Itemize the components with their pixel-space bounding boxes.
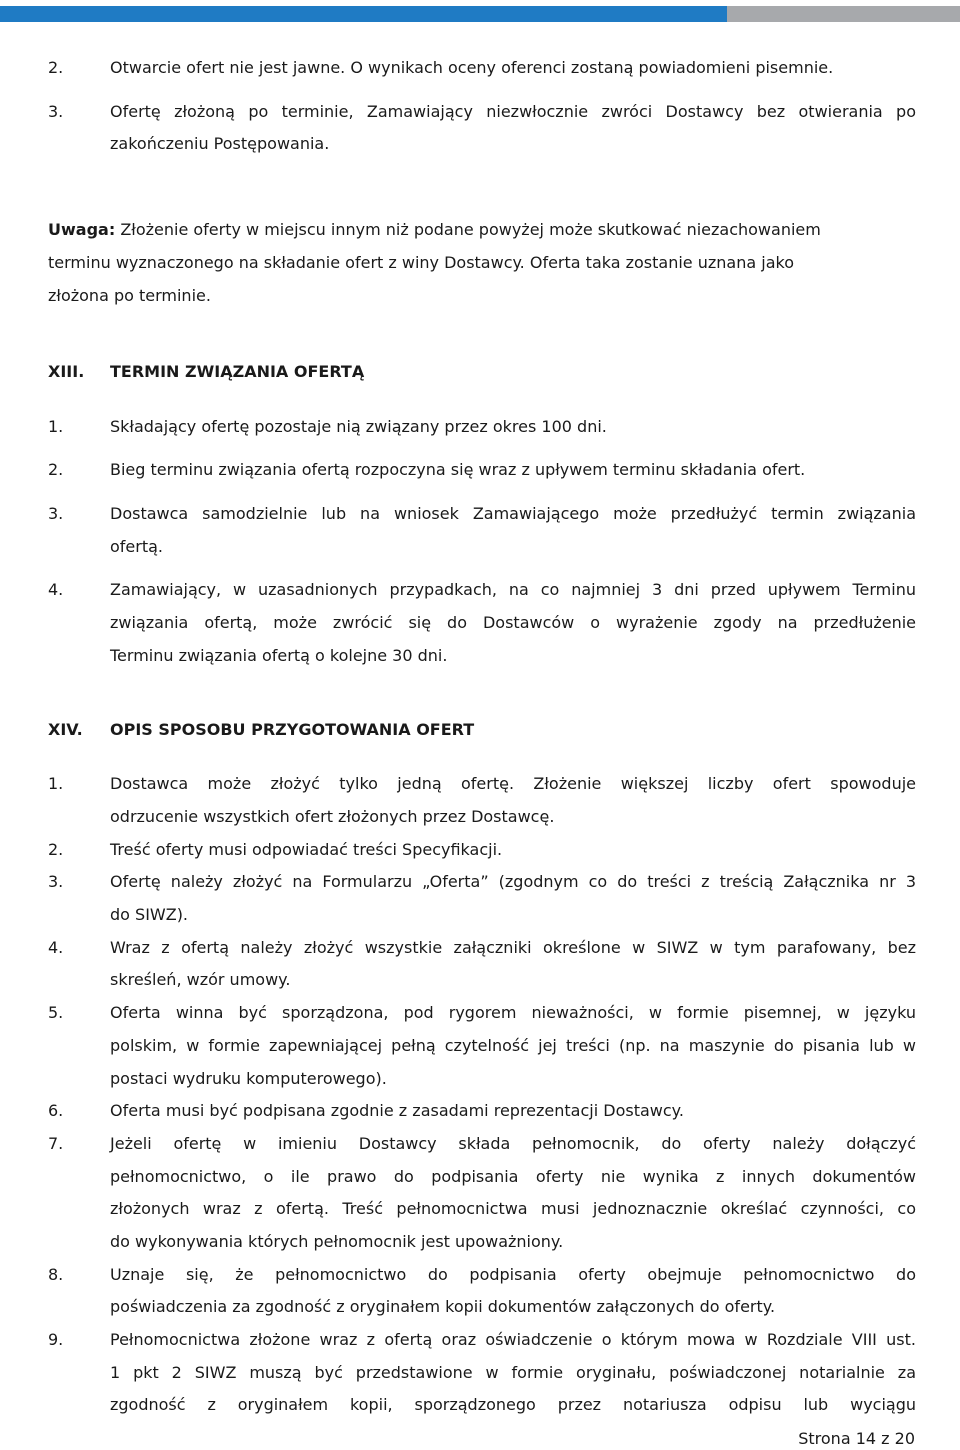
list-item-text: Ofertę należy złożyć na Formularzu „Oferta” (zgodnym co do treści z treścią Załącznika nr 3 [110, 872, 916, 891]
list-item-text: do wykonywania których pełnomocnik jest upoważniony. [110, 1232, 564, 1251]
list-item-text: polskim, w formie zapewniającej pełną czytelność jej treści (np. na maszynie do pisania lub w [110, 1036, 916, 1055]
list-number: 8. [48, 1265, 64, 1284]
list-item-text: Treść oferty musi odpowiadać treści Specyfikacji. [110, 840, 503, 859]
list-item-text: Oferta musi być podpisana zgodnie z zasadami reprezentacji Dostawcy. [110, 1101, 684, 1120]
list-item-text: Terminu związania ofertą o kolejne 30 dni. [110, 646, 448, 665]
list-number: 5. [48, 1003, 64, 1022]
list-item-text: pełnomocnictwo, o ile prawo do podpisania oferty nie wynika z innych dokumentów [110, 1167, 916, 1186]
section-number: XIII. [48, 362, 85, 381]
header-color-bar [0, 6, 960, 22]
list-number: 4. [48, 938, 64, 957]
list-number: 2. [48, 460, 64, 479]
list-item-text: Dostawca może złożyć tylko jedną ofertę. Złożenie większej liczby ofert spowoduje [110, 774, 916, 793]
header-bar-grey [727, 6, 960, 22]
list-item-text: do SIWZ). [110, 905, 189, 924]
section-number: XIV. [48, 720, 83, 739]
list-number: 3. [48, 504, 64, 523]
list-item-text: Zamawiający, w uzasadnionych przypadkach, na co najmniej 3 dni przed upływem Terminu [110, 580, 916, 599]
list-number: 1. [48, 417, 64, 436]
list-number: 3. [48, 872, 64, 891]
list-item-text: postaci wydruku komputerowego). [110, 1069, 387, 1088]
list-number: 9. [48, 1330, 64, 1349]
list-item-text: Pełnomocnictwa złożone wraz z ofertą oraz oświadczenie o którym mowa w Rozdziale VIII ust. [110, 1330, 916, 1349]
list-number: 1. [48, 774, 64, 793]
list-number: 4. [48, 580, 64, 599]
list-item-text: zgodność z oryginałem kopii, sporządzonego przez notariusza odpisu lub wyciągu [110, 1395, 916, 1414]
list-number: 7. [48, 1134, 64, 1153]
list-number: 6. [48, 1101, 64, 1120]
list-item-text: Ofertę złożoną po terminie, Zamawiający niezwłocznie zwróci Dostawcy bez otwierania po [110, 102, 916, 121]
section-title: TERMIN ZWIĄZANIA OFERTĄ [110, 362, 365, 381]
note-text: złożona po terminie. [48, 286, 211, 305]
note-paragraph [48, 219, 821, 241]
header-bar-blue [0, 6, 727, 22]
list-item-text: skreśleń, wzór umowy. [110, 970, 291, 989]
page-number: Strona 14 z 20 [798, 1429, 915, 1448]
list-item-text: związania ofertą, może zwrócić się do Dostawców o wyrażenie zgody na przedłużenie [110, 613, 916, 632]
list-item-text: złożonych wraz z ofertą. Treść pełnomocnictwa musi jednoznacznie określać czynności, co [110, 1199, 916, 1218]
list-item-text: ofertą. [110, 537, 164, 556]
list-item-text: odrzucenie wszystkich ofert złożonych przez Dostawcę. [110, 807, 555, 826]
note-text: terminu wyznaczonego na składanie ofert z winy Dostawcy. Oferta taka zostanie uznana jako [48, 253, 794, 272]
list-item-text: poświadczenia za zgodność z oryginałem kopii dokumentów załączonych do oferty. [110, 1297, 776, 1316]
note-label: Uwaga: [48, 220, 116, 239]
section-title: OPIS SPOSOBU PRZYGOTOWANIA OFERT [110, 720, 475, 739]
list-number: 3. [48, 102, 64, 121]
list-item-text: Bieg terminu związania ofertą rozpoczyna się wraz z upływem terminu składania ofert. [110, 460, 806, 479]
list-item-text: Dostawca samodzielnie lub na wniosek Zamawiającego może przedłużyć termin związania [110, 504, 916, 523]
note-text: Złożenie oferty w miejscu innym niż podane powyżej może skutkować niezachowaniem [120, 220, 821, 239]
list-item-text: Uznaje się, że pełnomocnictwo do podpisania oferty obejmuje pełnomocnictwo do [110, 1265, 916, 1284]
list-number: 2. [48, 58, 64, 77]
list-item-text: zakończeniu Postępowania. [110, 134, 330, 153]
list-item-text: Jeżeli ofertę w imieniu Dostawcy składa pełnomocnik, do oferty należy dołączyć [110, 1134, 916, 1153]
list-item-text: 1 pkt 2 SIWZ muszą być przedstawione w formie oryginału, poświadczonej notarialnie za [110, 1363, 916, 1382]
list-item-text: Wraz z ofertą należy złożyć wszystkie załączniki określone w SIWZ w tym parafowany, bez [110, 938, 916, 957]
list-item-text: Oferta winna być sporządzona, pod rygorem nieważności, w formie pisemnej, w języku [110, 1003, 916, 1022]
list-item-text: Składający ofertę pozostaje nią związany przez okres 100 dni. [110, 417, 607, 436]
list-item-text: Otwarcie ofert nie jest jawne. O wynikach oceny oferenci zostaną powiadomieni pisemnie. [110, 58, 834, 77]
list-number: 2. [48, 840, 64, 859]
